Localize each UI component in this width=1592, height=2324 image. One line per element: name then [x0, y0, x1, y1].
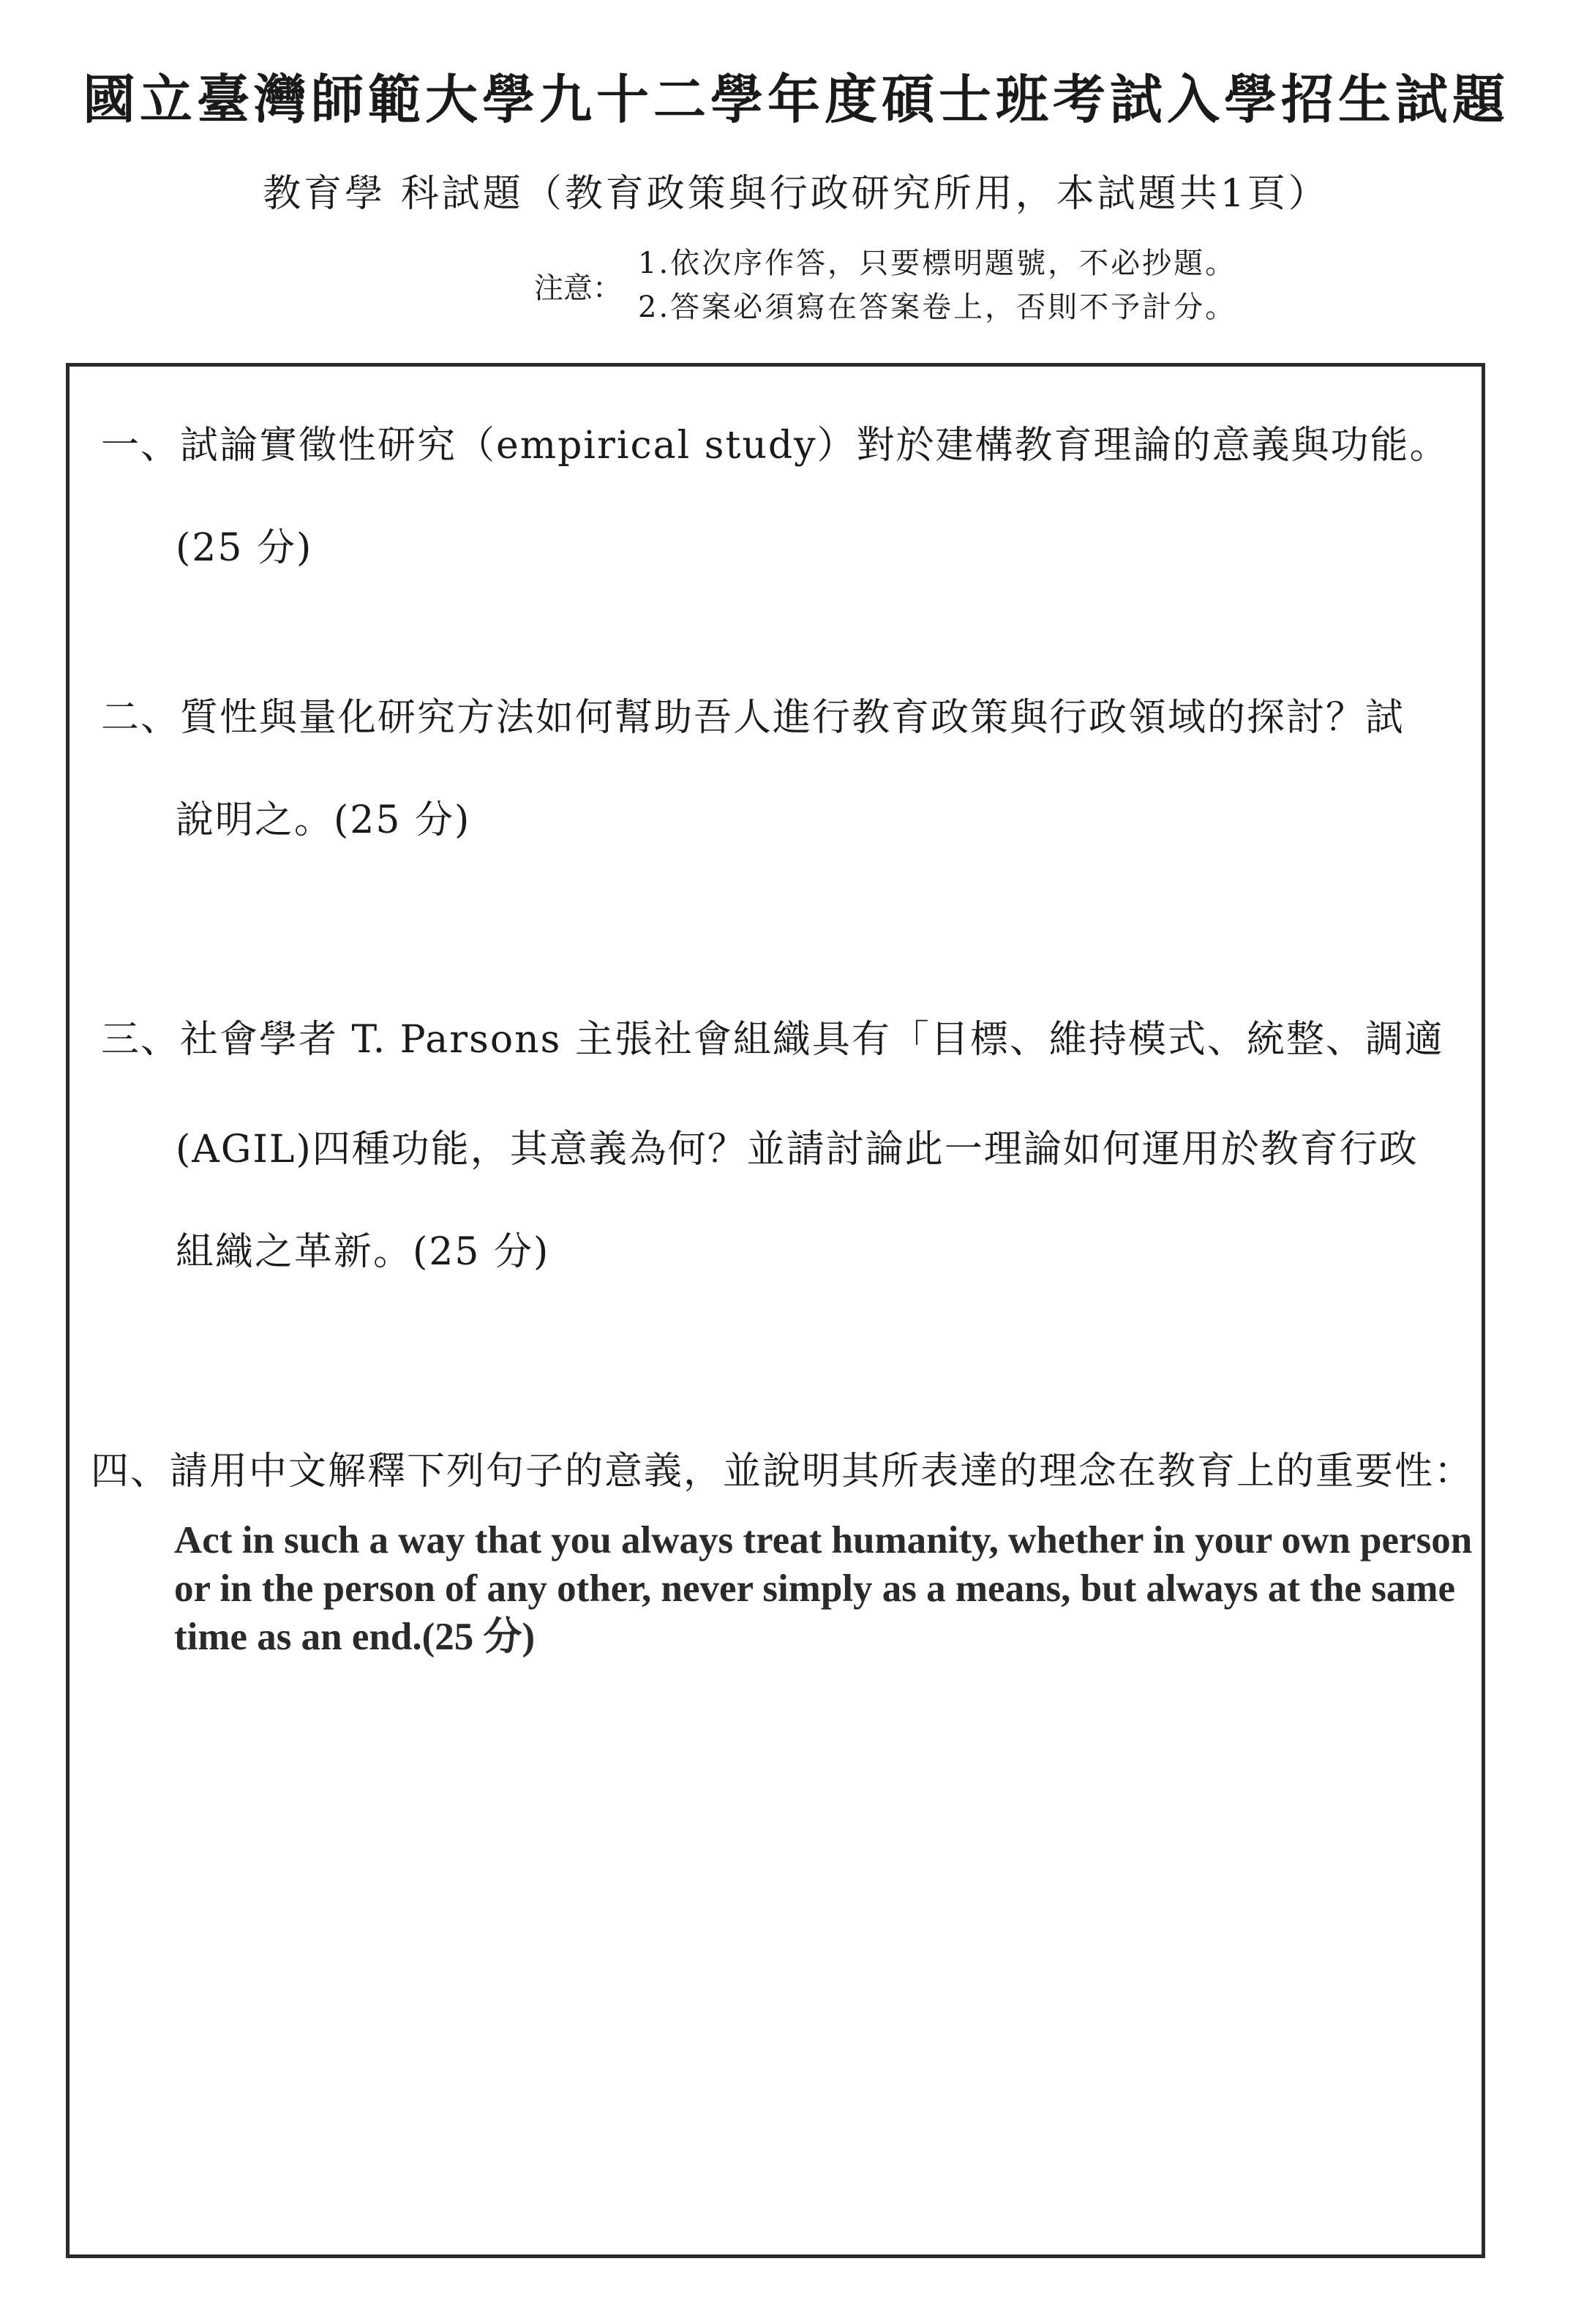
question-3-text: 社會學者 T. Parsons 主張社會組織具有「目標、維持模式、統整、調適 — [180, 1018, 1444, 1062]
question-1-line-1 — [101, 414, 1449, 469]
question-4-line-1 — [91, 1440, 1473, 1495]
question-box — [66, 363, 1485, 2258]
question-2-line-2: 說明之。(25 分) — [176, 798, 471, 842]
notice-item: 2.答案必須寫在答案卷上，否則不予計分。 — [638, 290, 1237, 324]
question-4-number: 四、 — [91, 1450, 170, 1493]
question-1-text: 試論實徵性研究（empirical study）對於建構教育理論的意義與功能。 — [180, 424, 1449, 468]
question-3-number: 三、 — [101, 1018, 181, 1062]
question-3-line-2: (AGIL)四種功能，其意義為何？並請討論此一理論如何運用於教育行政 — [176, 1128, 1419, 1172]
notice-list — [638, 241, 1236, 329]
question-4-text: 請用中文解釋下列句子的意義，並說明其所表達的理念在教育上的重要性： — [170, 1450, 1474, 1493]
notice-label: 注意： — [534, 271, 622, 305]
exam-title: 國立臺灣師範大學九十二學年度碩士班考試入學招生試題 — [82, 68, 1509, 130]
notice-item: 1.依次序作答，只要標明題號，不必抄題。 — [638, 247, 1237, 280]
question-2-text: 質性與量化研究方法如何幫助吾人進行教育政策與行政領域的探討？試 — [180, 696, 1405, 740]
question-3-line-3: 組織之革新。(25 分) — [176, 1230, 550, 1274]
question-1-number: 一、 — [101, 424, 181, 468]
question-3-line-1 — [101, 1008, 1444, 1063]
exam-subtitle: 教育學 科試題（教育政策與行政研究所用，本試題共1頁） — [263, 172, 1329, 216]
question-1-line-2: (25 分) — [176, 526, 313, 570]
question-2-number: 二、 — [101, 696, 181, 740]
question-2-line-1 — [101, 686, 1405, 741]
question-4-quote: Act in such a way that you always treat humanity, whether in your own person or in the person of any other, never simply as a means, but always at the same time as an end.(25 分) — [174, 1519, 1473, 1658]
notice-block — [534, 241, 1236, 329]
